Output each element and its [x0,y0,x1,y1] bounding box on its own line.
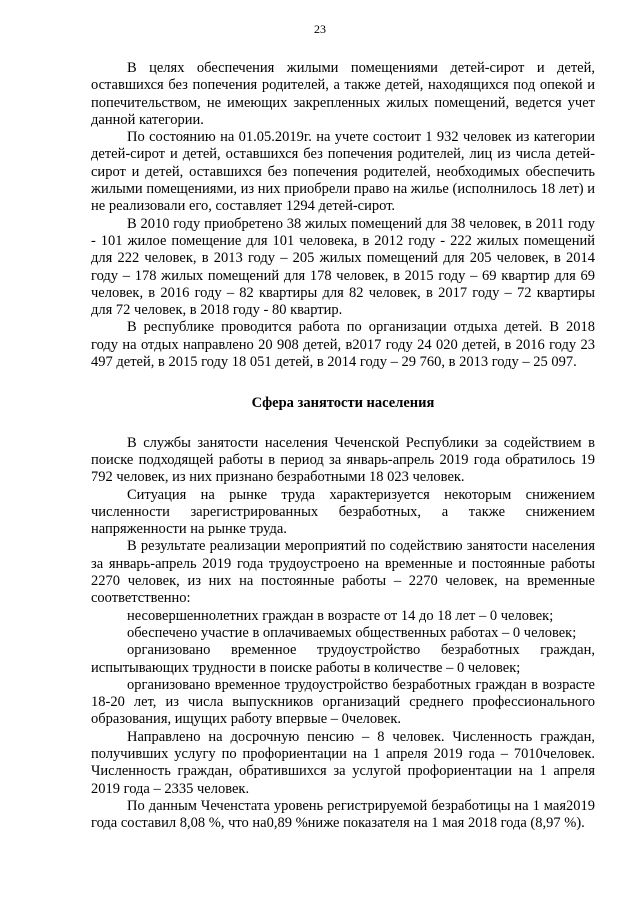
paragraph-graduates: организовано временное трудоустройство безработных граждан в возрасте 18-20 лет, из числа выпускников организаций среднего профессионального образования, ищущих работу впервые – 0человек. [91,676,595,728]
paragraph-minors: несовершеннолетних граждан в возрасте от 14 до 18 лет – 0 человек; [127,607,554,624]
paragraph-employment-applicants: В службы занятости населения Чеченской Республики за содействием в поиске подходящей работы в период за январь-апрель 2019 года обратилось 19 792 человек, из них признано безработными 18 023 человек. [91,434,595,486]
page-body [91,60,595,832]
section-heading: Сфера занятости населения [251,395,435,412]
paragraph-child-recreation: В республике проводится работа по организации отдыха детей. В 2018 году на отдых направлено 20 908 детей, в2017 году 24 020 детей, в 2016 году 23 497 детей, в 2015 году 18 051 детей, в 2014 году – 29 760, в 2013 году – 25 097. [91,319,595,371]
paragraph-orphan-registry: По состоянию на 01.05.2019г. на учете состоит 1 932 человек из категории детей-сирот и детей, оставшихся без попечения родителей, лиц из числа детей-сирот и детей, оставшихся без попечения родителей, необходимых обеспечить жилыми помещениями, из них приобрели право на жилье (исполнилось 18 лет) и не реализовали его, составляет 1294 детей-сирот. [91,129,595,215]
paragraph-employment-results: В результате реализации мероприятий по содействию занятости населения за январь-апрель 2019 года трудоустроено на временные и постоянные работы 2270 человек, из них на постоянные работы – 2270 человек, на временные соответственно: [91,538,595,607]
paragraph-housing-by-year: В 2010 году приобретено 38 жилых помещений для 38 человек, в 2011 году - 101 жилое помещение для 101 человека, в 2012 году - 222 жилых помещений для 222 человек, в 2013 году – 205 жилых помещений для 205 человек, в 2014 году – 178 жилых помещений для 178 человек, в 2015 году – 69 квартир для 69 человек, в 2016 году – 82 квартиры для 82 человек, в 2017 году – 72 квартиры для 72 человек, в 2018 году - 80 квартир. [91,215,595,319]
page-number: 23 [314,22,326,36]
paragraph-pension-guidance: Направлено на досрочную пенсию – 8 человек. Численность граждан, получивших услугу по профориентации на 1 апреля 2019 года – 7010человек. Численность граждан, обратившихся за услугой профориентации на 1 апреля 2019 года – 2335 человек. [91,728,595,797]
paragraph-orphan-housing-intro: В целях обеспечения жилыми помещениями детей-сирот и детей, оставшихся без попечения родителей, а также детей, находящихся под опекой и попечительством, не имеющих закрепленных жилых помещений, ведется учет данной категории. [91,60,595,128]
paragraph-public-works: обеспечено участие в оплачиваемых общественных работах – 0 человек; [127,624,577,641]
paragraph-unemployment-rate: По данным Чеченстата уровень регистрируемой безработицы на 1 мая2019 года составил 8,08 %, что на0,89 %ниже показателя на 1 мая 2018 года (8,97 %). [91,797,595,832]
paragraph-labor-market: Ситуация на рынке труда характеризуется некоторым снижением численности зарегистрированных безработных, а также снижением напряженности на рынке труда. [91,486,595,538]
paragraph-hard-to-place: организовано временное трудоустройство безработных граждан, испытывающих трудности в поиске работы в количестве – 0 человек; [91,642,595,676]
